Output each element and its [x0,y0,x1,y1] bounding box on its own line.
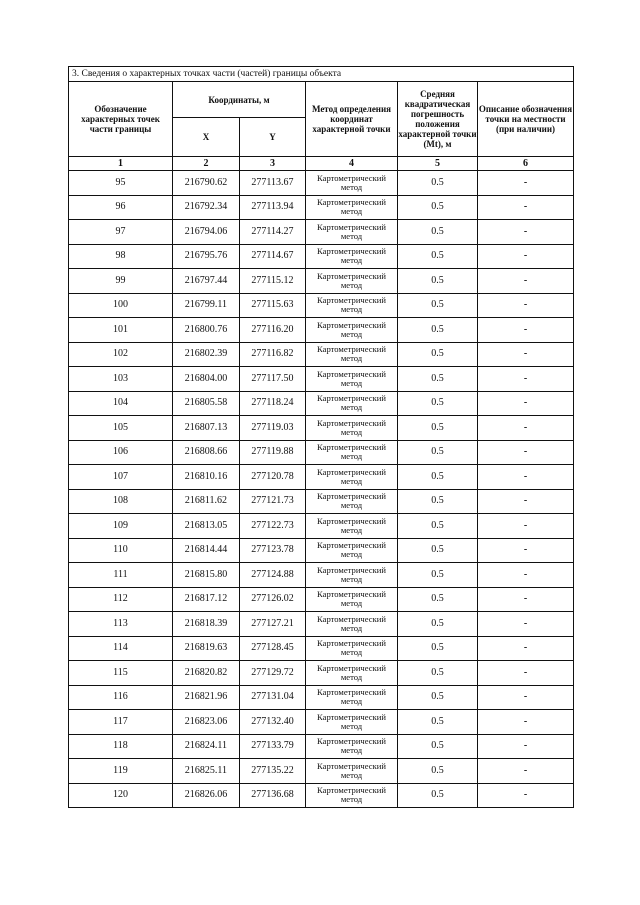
cell-description: - [478,244,574,269]
column-number: 6 [478,157,574,171]
cell-accuracy: 0.5 [398,367,478,392]
table-row [69,391,574,416]
cell-coordinate-x: 216802.39 [173,342,240,367]
cell-coordinate-y: 277128.45 [240,636,306,661]
cell-method: Картометрический метод [306,465,398,490]
cell-coordinate-y: 277117.50 [240,367,306,392]
cell-method: Картометрический метод [306,293,398,318]
cell-accuracy: 0.5 [398,171,478,196]
cell-method: Картометрический метод [306,759,398,784]
cell-description: - [478,759,574,784]
cell-description: - [478,514,574,539]
cell-accuracy: 0.5 [398,759,478,784]
cell-method: Картометрический метод [306,710,398,735]
cell-method: Картометрический метод [306,244,398,269]
cell-coordinate-x: 216792.34 [173,195,240,220]
header-point-designation: Обозначение характерных точек части границы [69,82,173,157]
cell-coordinate-x: 216807.13 [173,416,240,441]
header-accuracy: Средняя квадратическая погрешность положения характерной точки (Мt), м [398,82,478,157]
cell-description: - [478,734,574,759]
cell-coordinate-x: 216808.66 [173,440,240,465]
cell-accuracy: 0.5 [398,514,478,539]
section-title: 3. Сведения о характерных точках части (частей) границы объекта [69,67,574,82]
column-number: 2 [173,157,240,171]
table-row [69,220,574,245]
column-number: 4 [306,157,398,171]
header-method: Метод определения координат характерной точки [306,82,398,157]
table-row [69,759,574,784]
cell-coordinate-y: 277135.22 [240,759,306,784]
table-row [69,636,574,661]
cell-coordinate-y: 277126.02 [240,587,306,612]
cell-coordinate-x: 216797.44 [173,269,240,294]
cell-description: - [478,195,574,220]
cell-coordinate-y: 277123.78 [240,538,306,563]
cell-method: Картометрический метод [306,734,398,759]
table-row [69,661,574,686]
cell-description: - [478,342,574,367]
cell-description: - [478,440,574,465]
cell-coordinate-y: 277132.40 [240,710,306,735]
cell-coordinate-x: 216795.76 [173,244,240,269]
cell-coordinate-x: 216825.11 [173,759,240,784]
table-row [69,367,574,392]
cell-method: Картометрический метод [306,538,398,563]
cell-point-number: 95 [69,171,173,196]
cell-point-number: 97 [69,220,173,245]
cell-description: - [478,416,574,441]
column-number: 5 [398,157,478,171]
cell-description: - [478,367,574,392]
cell-coordinate-y: 277114.67 [240,244,306,269]
table-row [69,563,574,588]
cell-coordinate-x: 216813.05 [173,514,240,539]
cell-accuracy: 0.5 [398,244,478,269]
cell-description: - [478,661,574,686]
cell-coordinate-y: 277119.03 [240,416,306,441]
cell-accuracy: 0.5 [398,685,478,710]
cell-accuracy: 0.5 [398,563,478,588]
cell-description: - [478,612,574,637]
column-numbers-row [69,157,574,171]
cell-method: Картометрический метод [306,220,398,245]
cell-coordinate-y: 277116.82 [240,342,306,367]
table-row [69,783,574,808]
cell-point-number: 112 [69,587,173,612]
cell-method: Картометрический метод [306,514,398,539]
column-number: 1 [69,157,173,171]
cell-coordinate-x: 216790.62 [173,171,240,196]
cell-coordinate-y: 277122.73 [240,514,306,539]
cell-accuracy: 0.5 [398,587,478,612]
cell-description: - [478,710,574,735]
cell-point-number: 120 [69,783,173,808]
cell-accuracy: 0.5 [398,440,478,465]
cell-point-number: 111 [69,563,173,588]
cell-point-number: 113 [69,612,173,637]
cell-point-number: 104 [69,391,173,416]
cell-coordinate-x: 216804.00 [173,367,240,392]
cell-method: Картометрический метод [306,636,398,661]
cell-method: Картометрический метод [306,612,398,637]
cell-coordinate-x: 216814.44 [173,538,240,563]
cell-description: - [478,465,574,490]
table-row [69,171,574,196]
cell-method: Картометрический метод [306,342,398,367]
header-y: Y [240,118,306,157]
cell-method: Картометрический метод [306,391,398,416]
cell-coordinate-x: 216819.63 [173,636,240,661]
cell-description: - [478,783,574,808]
cell-coordinate-x: 216811.62 [173,489,240,514]
cell-coordinate-x: 216824.11 [173,734,240,759]
cell-coordinate-x: 216805.58 [173,391,240,416]
cell-coordinate-y: 277127.21 [240,612,306,637]
cell-coordinate-x: 216826.06 [173,783,240,808]
table-row [69,416,574,441]
cell-point-number: 118 [69,734,173,759]
cell-coordinate-y: 277120.78 [240,465,306,490]
table-row [69,514,574,539]
cell-coordinate-y: 277136.68 [240,783,306,808]
table-row [69,538,574,563]
cell-point-number: 101 [69,318,173,343]
table-row [69,244,574,269]
cell-point-number: 114 [69,636,173,661]
cell-method: Картометрический метод [306,318,398,343]
cell-point-number: 115 [69,661,173,686]
cell-coordinate-x: 216794.06 [173,220,240,245]
cell-point-number: 116 [69,685,173,710]
table-row [69,293,574,318]
cell-coordinate-y: 277119.88 [240,440,306,465]
cell-point-number: 103 [69,367,173,392]
cell-description: - [478,489,574,514]
cell-coordinate-y: 277115.12 [240,269,306,294]
table-row [69,269,574,294]
cell-point-number: 96 [69,195,173,220]
cell-point-number: 119 [69,759,173,784]
cell-coordinate-y: 277114.27 [240,220,306,245]
cell-coordinate-x: 216820.82 [173,661,240,686]
header-x: X [173,118,240,157]
cell-method: Картометрический метод [306,563,398,588]
cell-method: Картометрический метод [306,783,398,808]
boundary-points-table [68,66,574,808]
cell-accuracy: 0.5 [398,416,478,441]
cell-coordinate-x: 216817.12 [173,587,240,612]
cell-coordinate-y: 277113.94 [240,195,306,220]
cell-description: - [478,538,574,563]
table-row [69,710,574,735]
cell-method: Картометрический метод [306,587,398,612]
cell-point-number: 110 [69,538,173,563]
cell-accuracy: 0.5 [398,293,478,318]
cell-coordinate-x: 216810.16 [173,465,240,490]
cell-point-number: 117 [69,710,173,735]
cell-point-number: 102 [69,342,173,367]
cell-point-number: 107 [69,465,173,490]
cell-accuracy: 0.5 [398,220,478,245]
cell-description: - [478,318,574,343]
column-number: 3 [240,157,306,171]
cell-description: - [478,587,574,612]
cell-coordinate-x: 216799.11 [173,293,240,318]
header-coordinates: Координаты, м [173,82,306,118]
cell-method: Картометрический метод [306,440,398,465]
cell-accuracy: 0.5 [398,318,478,343]
cell-point-number: 98 [69,244,173,269]
cell-accuracy: 0.5 [398,195,478,220]
cell-method: Картометрический метод [306,367,398,392]
table-row [69,440,574,465]
cell-method: Картометрический метод [306,661,398,686]
table-row [69,465,574,490]
cell-description: - [478,293,574,318]
cell-accuracy: 0.5 [398,465,478,490]
cell-coordinate-y: 277115.63 [240,293,306,318]
cell-description: - [478,563,574,588]
cell-coordinate-x: 216821.96 [173,685,240,710]
document-page [68,66,573,808]
cell-method: Картометрический метод [306,416,398,441]
cell-description: - [478,220,574,245]
cell-description: - [478,269,574,294]
cell-accuracy: 0.5 [398,661,478,686]
table-row [69,318,574,343]
cell-coordinate-y: 277113.67 [240,171,306,196]
cell-accuracy: 0.5 [398,710,478,735]
cell-coordinate-x: 216823.06 [173,710,240,735]
cell-accuracy: 0.5 [398,391,478,416]
cell-coordinate-y: 277116.20 [240,318,306,343]
cell-point-number: 108 [69,489,173,514]
cell-point-number: 109 [69,514,173,539]
cell-accuracy: 0.5 [398,489,478,514]
cell-method: Картометрический метод [306,171,398,196]
cell-point-number: 105 [69,416,173,441]
cell-accuracy: 0.5 [398,783,478,808]
cell-description: - [478,685,574,710]
cell-accuracy: 0.5 [398,342,478,367]
cell-coordinate-y: 277133.79 [240,734,306,759]
cell-coordinate-y: 277118.24 [240,391,306,416]
cell-accuracy: 0.5 [398,636,478,661]
cell-coordinate-y: 277131.04 [240,685,306,710]
cell-accuracy: 0.5 [398,612,478,637]
cell-point-number: 100 [69,293,173,318]
cell-description: - [478,171,574,196]
cell-method: Картометрический метод [306,195,398,220]
cell-point-number: 106 [69,440,173,465]
cell-coordinate-x: 216800.76 [173,318,240,343]
table-row [69,685,574,710]
table-row [69,195,574,220]
header-description: Описание обозначения точки на местности (при наличии) [478,82,574,157]
cell-description: - [478,391,574,416]
cell-method: Картометрический метод [306,685,398,710]
table-row [69,587,574,612]
cell-coordinate-x: 216815.80 [173,563,240,588]
cell-coordinate-x: 216818.39 [173,612,240,637]
cell-coordinate-y: 277124.88 [240,563,306,588]
table-row [69,612,574,637]
cell-coordinate-y: 277129.72 [240,661,306,686]
cell-method: Картометрический метод [306,269,398,294]
cell-description: - [478,636,574,661]
table-row [69,489,574,514]
table-row [69,734,574,759]
cell-accuracy: 0.5 [398,538,478,563]
cell-accuracy: 0.5 [398,734,478,759]
cell-accuracy: 0.5 [398,269,478,294]
cell-point-number: 99 [69,269,173,294]
cell-coordinate-y: 277121.73 [240,489,306,514]
cell-method: Картометрический метод [306,489,398,514]
table-row [69,342,574,367]
